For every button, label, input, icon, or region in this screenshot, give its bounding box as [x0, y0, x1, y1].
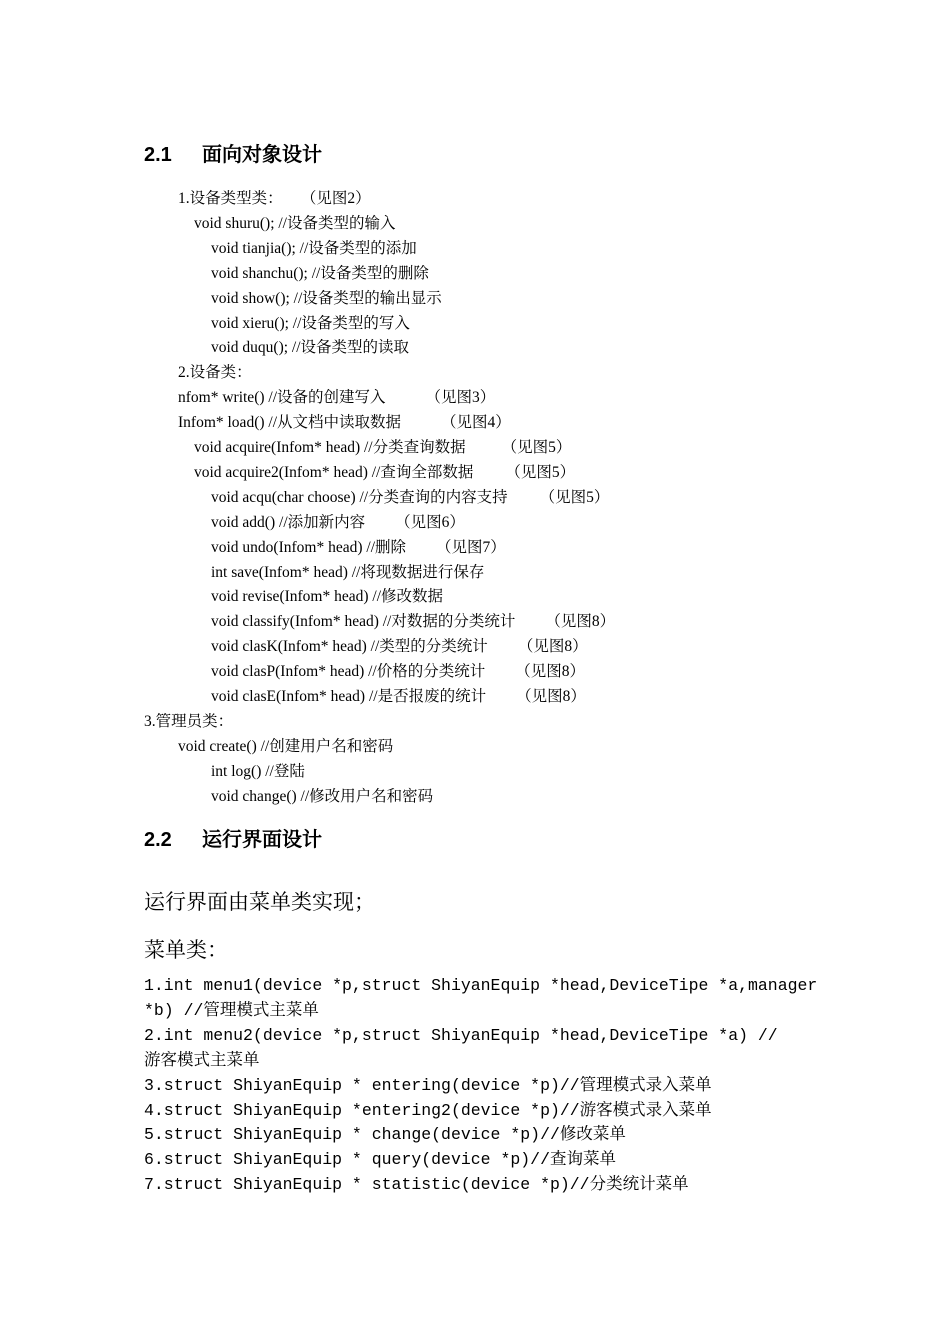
code-line	[211, 662, 585, 682]
figure-reference: （见图4）	[441, 414, 511, 432]
figure-reference: （见图8）	[515, 663, 585, 681]
section-number: 2.2	[144, 829, 172, 851]
line-text: void undo(Infom* head) //删除	[211, 538, 407, 556]
line-text: void clasP(Infom* head) //价格的分类统计	[211, 663, 486, 681]
line-text: int save(Infom* head) //将现数据进行保存	[211, 563, 485, 581]
figure-reference: （见图2）	[308, 190, 371, 207]
code-line	[211, 538, 506, 558]
code-line	[211, 587, 443, 607]
code-line	[178, 737, 393, 757]
section-title: 面向对象设计	[202, 144, 322, 166]
line-text: void create() //创建用户名和密码	[178, 737, 394, 755]
menu-function-line: 6.struct ShiyanEquip * query(device *p)//查询菜单	[144, 1150, 616, 1170]
menu-function-line: 7.struct ShiyanEquip * statistic(device *p)//分类统计菜单	[144, 1175, 689, 1195]
line-text: void duqu(); //设备类型的读取	[211, 339, 410, 357]
figure-reference: （见图5）	[505, 463, 576, 481]
intro-paragraph: 运行界面由菜单类实现；	[144, 890, 375, 914]
menu-function-line: 3.struct ShiyanEquip * entering(device *p)//管理模式录入菜单	[144, 1075, 712, 1095]
code-line	[211, 314, 410, 334]
figure-reference: （见图8）	[516, 688, 586, 705]
section-number: 2.1	[144, 144, 172, 166]
line-text: void xieru(); //设备类型的写入	[211, 314, 410, 332]
section-heading-2-2	[144, 823, 322, 852]
code-line	[194, 438, 571, 458]
figure-reference: （见图5）	[539, 488, 610, 506]
code-line	[211, 687, 586, 707]
code-line	[211, 239, 417, 259]
figure-reference: （见图6）	[395, 513, 465, 531]
line-text: void acquire(Infom* head) //分类查询数据	[194, 439, 466, 456]
line-text: int log() //登陆	[211, 762, 305, 780]
code-line	[211, 612, 615, 632]
code-line	[178, 363, 252, 383]
section-title: 运行界面设计	[202, 829, 322, 851]
code-line	[211, 513, 465, 533]
code-line	[211, 338, 409, 358]
line-text: void acqu(char choose) //分类查询的内容支持	[211, 488, 508, 506]
code-line	[178, 388, 495, 408]
code-line	[211, 488, 609, 508]
code-line	[211, 762, 305, 782]
menu-function-line: 4.struct ShiyanEquip *entering2(device *p)//游客模式录入菜单	[144, 1100, 712, 1120]
menu-function-line: *b) //管理模式主菜单	[144, 1000, 319, 1020]
code-line	[211, 637, 588, 657]
figure-reference: （见图8）	[517, 638, 588, 656]
menu-function-line: 2.int menu2(device *p,struct ShiyanEquip *head,DeviceTipe *a) //	[144, 1025, 778, 1045]
line-text: Infom* load() //从文档中读取数据	[178, 414, 402, 432]
line-text: 3.管理员类：	[144, 712, 234, 730]
line-text: void shuru(); //设备类型的输入	[194, 214, 396, 232]
code-line	[144, 712, 233, 732]
code-line	[194, 214, 396, 234]
code-line	[211, 563, 484, 583]
line-text: void shanchu(); //设备类型的删除	[211, 264, 429, 282]
menu-function-line: 1.int menu1(device *p,struct ShiyanEquip *head,DeviceTipe *a,manager	[144, 976, 818, 995]
line-text: void clasE(Infom* head) //是否报废的统计	[211, 688, 487, 705]
line-text: void add() //添加新内容	[211, 513, 366, 531]
figure-reference: （见图5）	[501, 439, 572, 456]
line-text: void tianjia(); //设备类型的添加	[211, 239, 417, 257]
line-text: 1.设备类型类：	[178, 190, 283, 207]
figure-reference: （见图3）	[425, 389, 496, 407]
code-line	[211, 264, 429, 284]
menu-function-line: 游客模式主菜单	[144, 1050, 260, 1070]
line-text: void acquire2(Infom* head) //查询全部数据	[194, 463, 474, 481]
code-line	[211, 787, 433, 807]
line-text: void show(); //设备类型的输出显示	[211, 289, 442, 307]
code-line	[194, 463, 575, 483]
menu-function-line: 5.struct ShiyanEquip * change(device *p)//修改菜单	[144, 1125, 626, 1145]
code-line	[178, 413, 511, 433]
line-text: 2.设备类：	[178, 364, 252, 382]
line-text: void classify(Infom* head) //对数据的分类统计	[211, 613, 516, 631]
line-text: void revise(Infom* head) //修改数据	[211, 588, 444, 606]
code-line	[178, 189, 371, 209]
figure-reference: （见图8）	[545, 613, 616, 631]
line-text: void change() //修改用户名和密码	[211, 787, 434, 805]
figure-reference: （见图7）	[436, 538, 506, 556]
line-text: nfom* write() //设备的创建写入	[178, 389, 386, 407]
menu-class-label: 菜单类：	[144, 938, 228, 962]
section-heading-2-1	[144, 138, 322, 167]
code-line	[211, 289, 442, 309]
line-text: void clasK(Infom* head) //类型的分类统计	[211, 638, 488, 656]
